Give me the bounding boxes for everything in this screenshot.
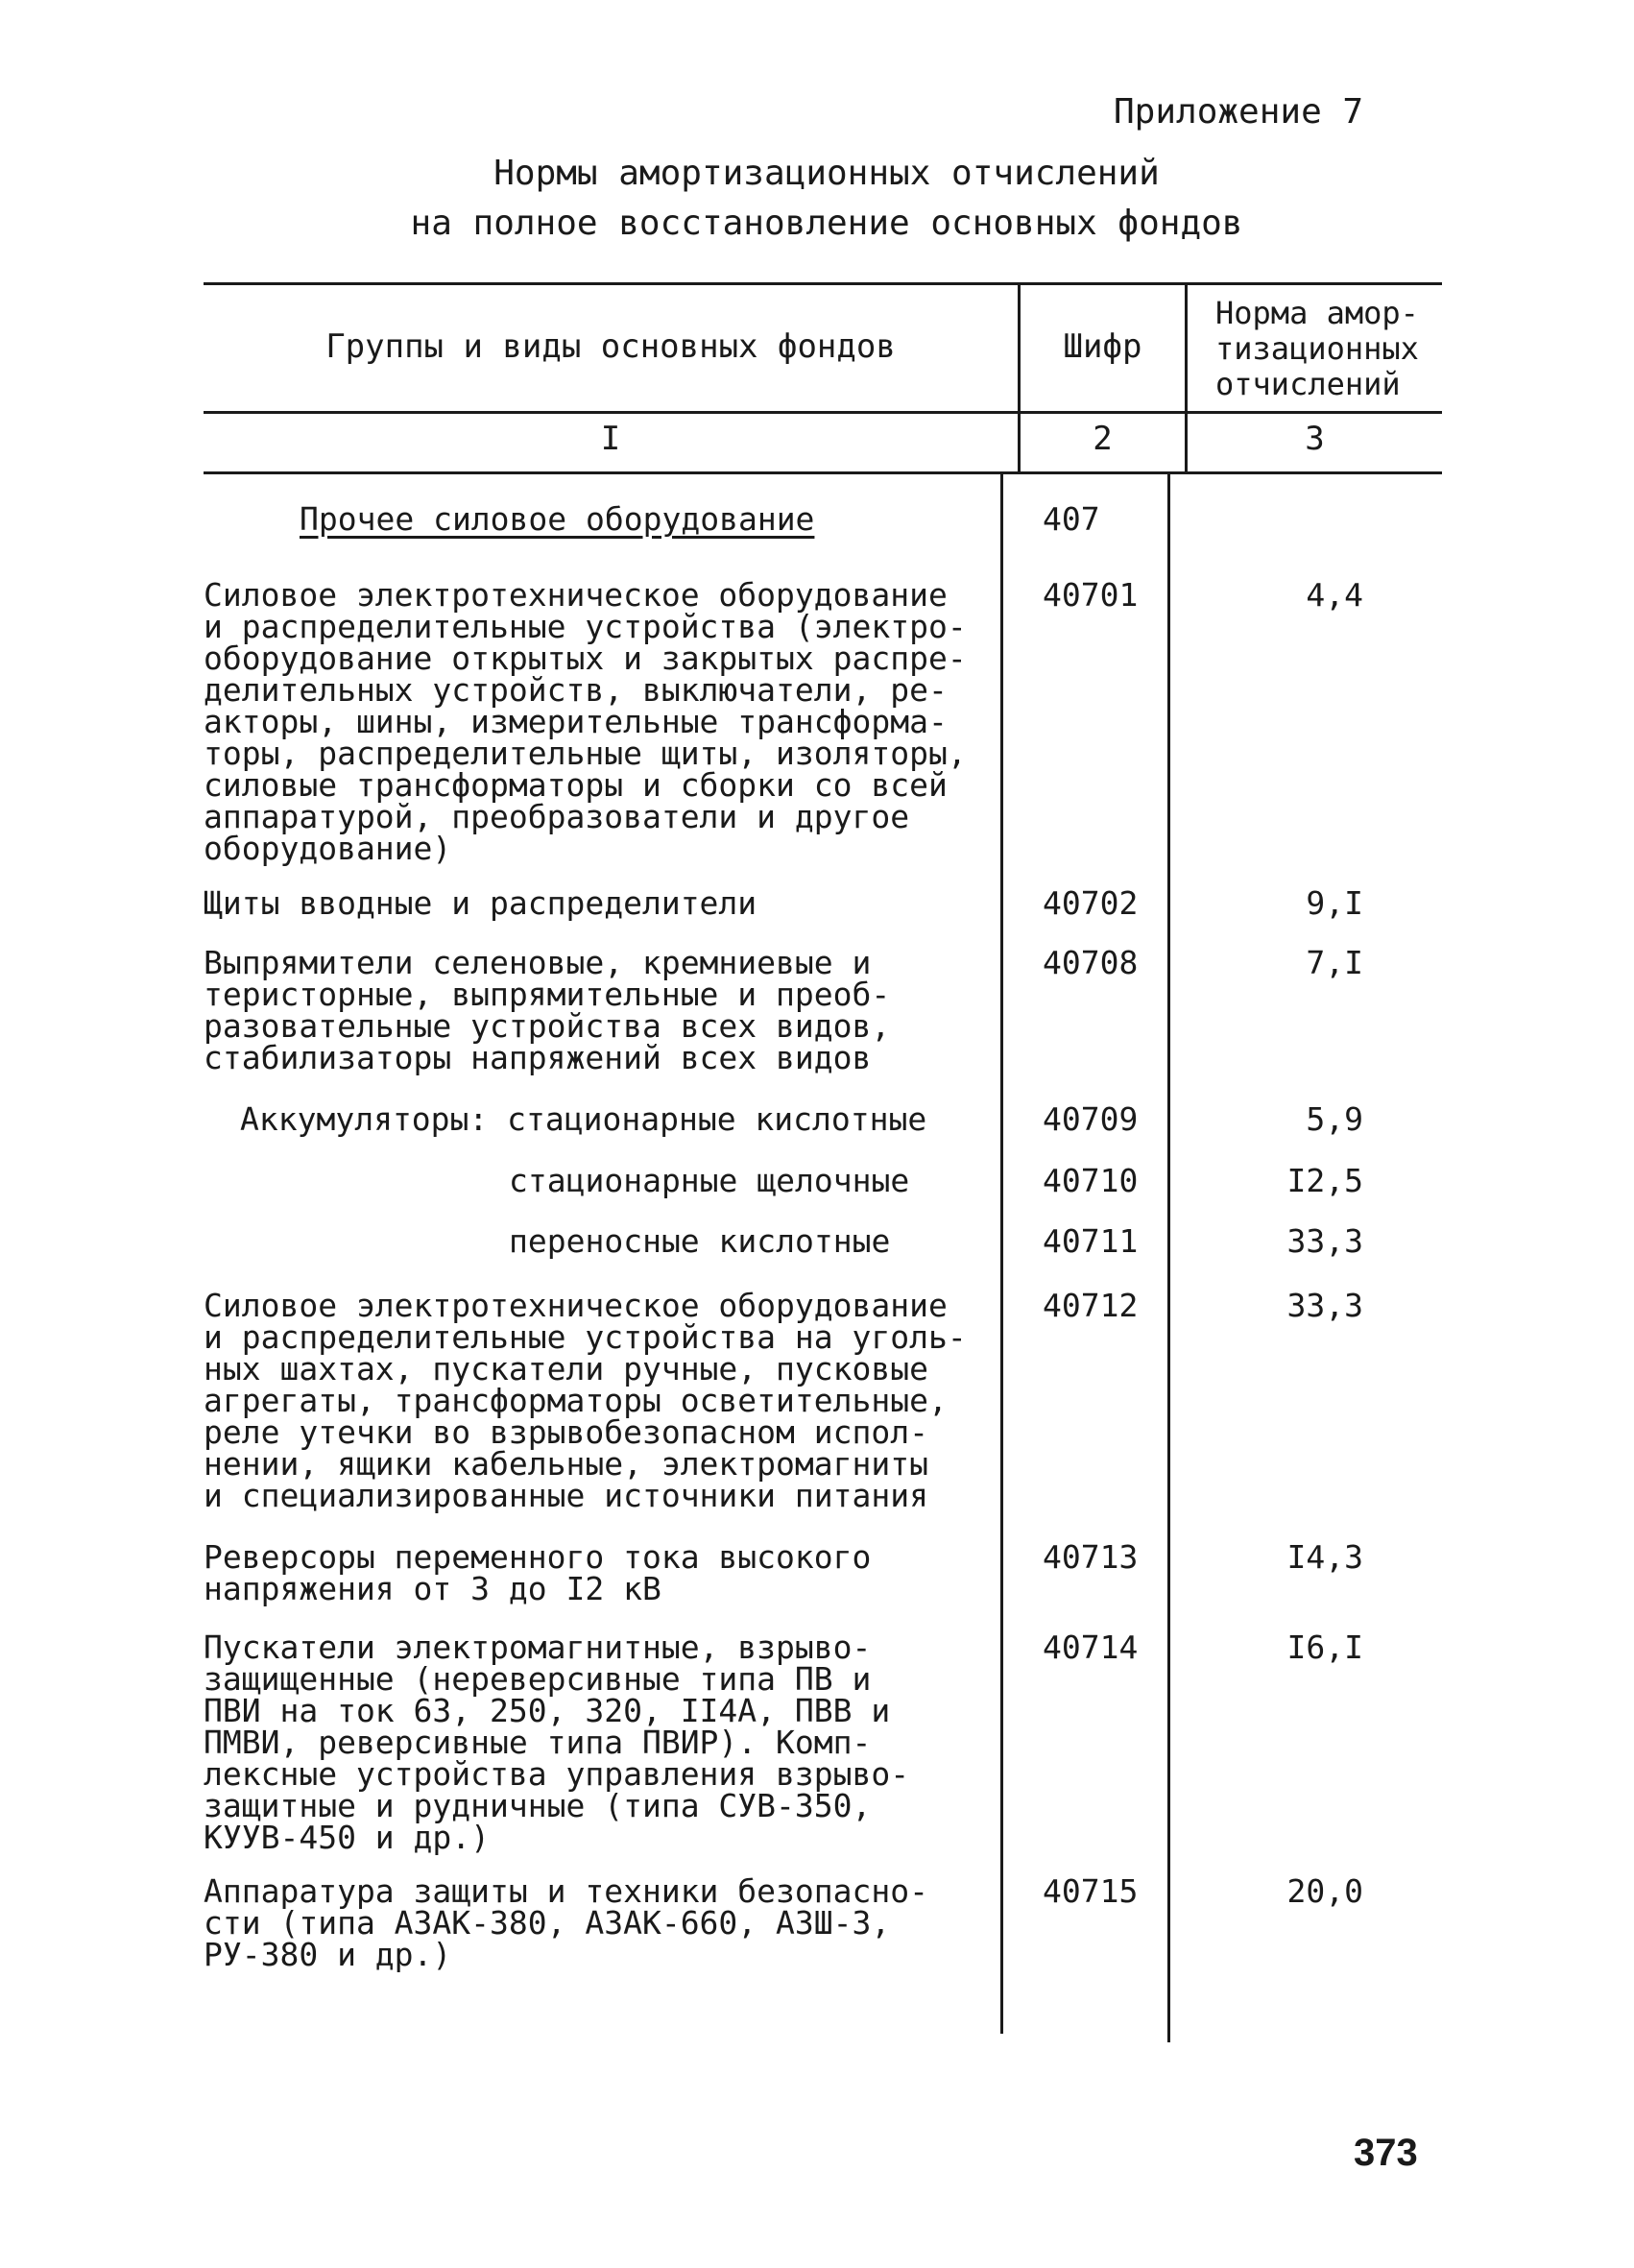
row-norm: 20,0 xyxy=(1286,1872,1363,1910)
title-line-2: на полное восстановление основных фондов xyxy=(410,204,1243,243)
row-code: 40714 xyxy=(1043,1629,1139,1666)
row-name: Аппаратура защиты и техники безопасно- сти (типа АЗАК-380, АЗАК-660, АЗШ-3, РУ-380 и др.) xyxy=(204,1872,928,1973)
column-header-groups: Группы и виды основных фондов xyxy=(325,327,896,366)
page-number: 373 xyxy=(1354,2132,1418,2174)
row-name: Силовое электротехническое оборудование и распределительные устройства (электро- оборудование открытых и закрытых распре- делительных устройств, выключатели, ре- акторы, шины, измерительные трансформа- торы, распределительные щиты, изоляторы, силовые трансформаторы и сборки со всей аппаратурой, преобразователи и другое оборудование) xyxy=(204,576,967,867)
row-name: Реверсоры переменного тока высокого напряжения от 3 до I2 кВ xyxy=(204,1538,872,1607)
group-title: Прочее силовое оборудование xyxy=(300,500,815,538)
row-code: 40715 xyxy=(1043,1872,1139,1910)
row-code: 40711 xyxy=(1043,1222,1139,1260)
appendix-label: Приложение 7 xyxy=(1114,92,1364,132)
row-name: Щиты вводные и распределители xyxy=(204,884,757,922)
row-name: Выпрямители селеновые, кремниевые и теристорные, выпрямительные и преоб- разовательные устройства всех видов, стабилизаторы напряжений всех видов xyxy=(204,944,891,1076)
row-code: 40713 xyxy=(1043,1538,1139,1576)
row-code: 40710 xyxy=(1043,1162,1139,1199)
column-numbers-rule xyxy=(204,471,1442,474)
column-number-2: 2 xyxy=(1093,420,1113,458)
row-norm: 33,3 xyxy=(1286,1287,1363,1324)
row-name: переносные кислотные xyxy=(509,1222,891,1260)
table-top-rule xyxy=(204,282,1442,285)
row-norm: I4,3 xyxy=(1286,1538,1363,1576)
row-code: 40702 xyxy=(1043,884,1139,922)
column-number-1: I xyxy=(600,420,621,458)
column-header-code: Шифр xyxy=(1063,327,1142,366)
row-norm: 9,I xyxy=(1306,884,1363,922)
row-norm: I6,I xyxy=(1286,1629,1363,1666)
column-divider-1-body xyxy=(1000,471,1003,2034)
row-name: Силовое электротехническое оборудование и распределительные устройства на уголь- ных шахтах, пускатели ручные, пусковые агрегаты, трансформаторы осветительные, реле утечки во взрывобезопасном испол- нении, ящики кабельные, электромагниты и специализированные источники питания xyxy=(204,1287,967,1514)
column-number-3: 3 xyxy=(1305,420,1325,458)
row-code: 40712 xyxy=(1043,1287,1139,1324)
column-header-norm: Норма амор- тизационных отчислений xyxy=(1215,295,1419,402)
row-norm: I2,5 xyxy=(1286,1162,1363,1199)
row-norm: 33,3 xyxy=(1286,1222,1363,1260)
row-norm: 7,I xyxy=(1306,944,1363,981)
row-name: Пускатели электромагнитные, взрыво- защищенные (нереверсивные типа ПВ и ПВИ на ток 63, 250, 320, II4А, ПВВ и ПМВИ, реверсивные типа ПВИР). Комп- лексные устройства управления взрыво- защитные и рудничные (типа СУВ-350, КУУВ-450 и др.) xyxy=(204,1629,910,1856)
group-code: 407 xyxy=(1043,500,1100,538)
row-name: стационарные щелочные xyxy=(509,1162,910,1199)
row-norm: 4,4 xyxy=(1306,576,1363,614)
header-bottom-rule xyxy=(204,411,1442,414)
row-norm: 5,9 xyxy=(1306,1100,1363,1138)
row-code: 40709 xyxy=(1043,1100,1139,1138)
row-code: 40708 xyxy=(1043,944,1139,981)
row-code: 40701 xyxy=(1043,576,1139,614)
title-line-1: Нормы амортизационных отчислений xyxy=(493,154,1160,193)
row-name: Аккумуляторы: стационарные кислотные xyxy=(240,1100,927,1138)
column-divider-2-body xyxy=(1167,471,1170,2042)
